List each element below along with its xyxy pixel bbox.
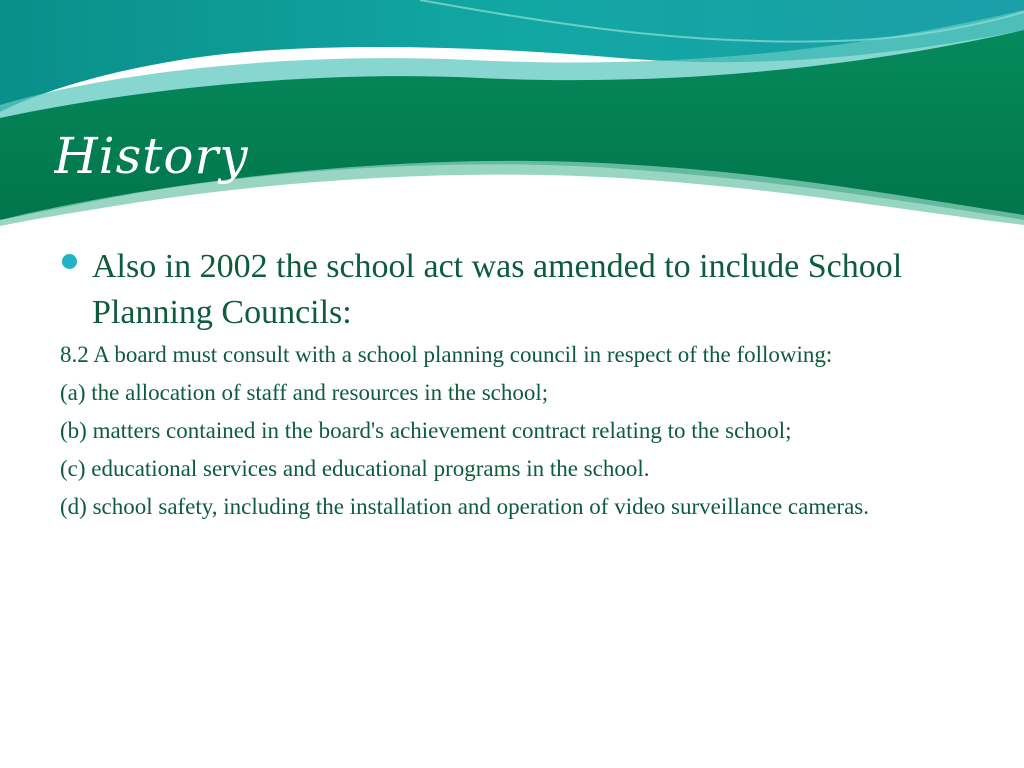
clause-b: (b) matters contained in the board's achievement contract relating to the school; <box>60 418 792 443</box>
clause-c: (c) educational services and educational programs in the school. <box>60 456 650 481</box>
header-wave-banner <box>0 0 1024 240</box>
slide-body <box>60 244 970 530</box>
slide-title: History <box>54 127 249 185</box>
clause-a: (a) the allocation of staff and resources in the school; <box>60 380 549 405</box>
bullet-text: Also in 2002 the school act was amended to include School Planning Councils: <box>92 248 903 331</box>
bullet-dot-icon <box>62 254 77 269</box>
bullet-item <box>60 244 970 336</box>
clause-8-2: 8.2 A board must consult with a school planning council in respect of the following: <box>60 342 833 367</box>
clause-d: (d) school safety, including the installation and operation of video surveillance cameras. <box>60 494 869 519</box>
